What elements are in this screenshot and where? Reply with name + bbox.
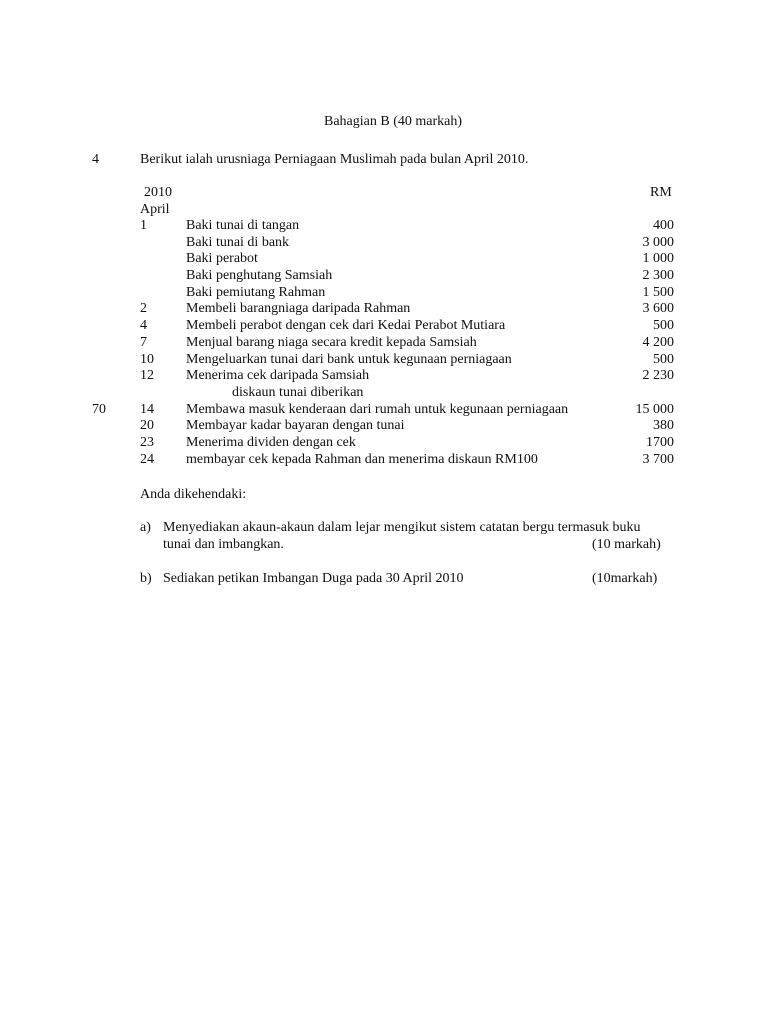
- question-number: 4: [92, 152, 99, 167]
- table-row: [0, 235, 768, 252]
- row-day: 2: [140, 301, 147, 317]
- amount-column-header: RM: [650, 185, 672, 200]
- table-row: [0, 285, 768, 302]
- row-amount: 2 300: [642, 268, 674, 284]
- row-description: Membeli barangniaga daripada Rahman: [186, 301, 411, 317]
- row-description: Menerima dividen dengan cek: [186, 434, 356, 450]
- table-year: 2010: [144, 185, 172, 200]
- table-row: [0, 301, 768, 318]
- table-row: [0, 251, 768, 268]
- table-row: [0, 452, 768, 469]
- part-a-label: a): [140, 520, 151, 535]
- row-description: membayar cek kepada Rahman dan menerima diskaun RM100: [186, 451, 538, 467]
- row-day: 10: [140, 351, 154, 367]
- table-row: [0, 385, 768, 402]
- row-day: 14: [140, 401, 154, 417]
- row-amount: 15 000: [635, 401, 674, 417]
- table-row: [0, 402, 768, 419]
- row-day: 7: [140, 334, 147, 350]
- row-amount: 380: [653, 418, 674, 434]
- row-amount: 500: [653, 318, 674, 334]
- row-day: 23: [140, 434, 154, 450]
- row-description: Mengeluarkan tunai dari bank untuk kegunaan perniagaan: [186, 351, 512, 367]
- row-amount: 500: [653, 351, 674, 367]
- row-description: Baki tunai di bank: [186, 234, 290, 250]
- row-description: Menerima cek daripada Samsiah: [186, 368, 370, 384]
- table-row: [0, 268, 768, 285]
- table-row: [0, 352, 768, 369]
- row-description: Membawa masuk kenderaan dari rumah untuk kegunaan perniagaan: [186, 401, 569, 417]
- part-b-label: b): [140, 571, 152, 586]
- row-day: 12: [140, 368, 154, 384]
- row-amount: 1 000: [642, 251, 674, 267]
- row-description: Baki perabot: [186, 251, 258, 267]
- margin-mark: 70: [92, 401, 106, 417]
- table-row: [0, 368, 768, 385]
- row-amount: 1 500: [642, 284, 674, 300]
- part-a-marks: (10 markah): [592, 537, 661, 552]
- row-description: Menjual barang niaga secara kredit kepada Samsiah: [186, 334, 477, 350]
- table-row: [0, 418, 768, 435]
- requirements-label: Anda dikehendaki:: [140, 487, 247, 502]
- row-description: Baki pemiutang Rahman: [186, 284, 326, 300]
- row-amount: 3 700: [642, 451, 674, 467]
- part-a-text-line1: Menyediakan akaun-akaun dalam lejar mengikut sistem catatan bergu termasuk buku: [163, 520, 641, 535]
- row-day: 20: [140, 418, 154, 434]
- row-amount: 400: [653, 218, 674, 233]
- row-amount: 3 000: [642, 234, 674, 250]
- row-amount: 1700: [646, 434, 674, 450]
- row-amount: 3 600: [642, 301, 674, 317]
- table-row: [0, 335, 768, 352]
- row-day: 1: [140, 218, 147, 233]
- part-b-marks: (10markah): [592, 571, 658, 586]
- table-row: [0, 218, 768, 235]
- row-amount: 4 200: [642, 334, 674, 350]
- section-heading: Bahagian B (40 markah): [323, 114, 462, 129]
- table-month: April: [140, 202, 170, 217]
- question-intro: Berikut ialah urusniaga Perniagaan Muslimah pada bulan April 2010.: [140, 152, 529, 167]
- table-row: [0, 318, 768, 335]
- row-description: Baki tunai di tangan: [186, 218, 300, 233]
- transaction-list: [0, 218, 768, 468]
- table-row: [0, 435, 768, 452]
- row-description: Membeli perabot dengan cek dari Kedai Perabot Mutiara: [186, 318, 506, 334]
- part-b-text: Sediakan petikan Imbangan Duga pada 30 April 2010: [163, 571, 464, 586]
- row-amount: 2 230: [642, 368, 674, 384]
- row-description: diskaun tunai diberikan: [232, 384, 364, 400]
- part-a-text-line2: tunai dan imbangkan.: [163, 537, 284, 552]
- row-description: Membayar kadar bayaran dengan tunai: [186, 418, 405, 434]
- row-day: 24: [140, 451, 154, 467]
- row-day: 4: [140, 318, 147, 334]
- row-description: Baki penghutang Samsiah: [186, 268, 333, 284]
